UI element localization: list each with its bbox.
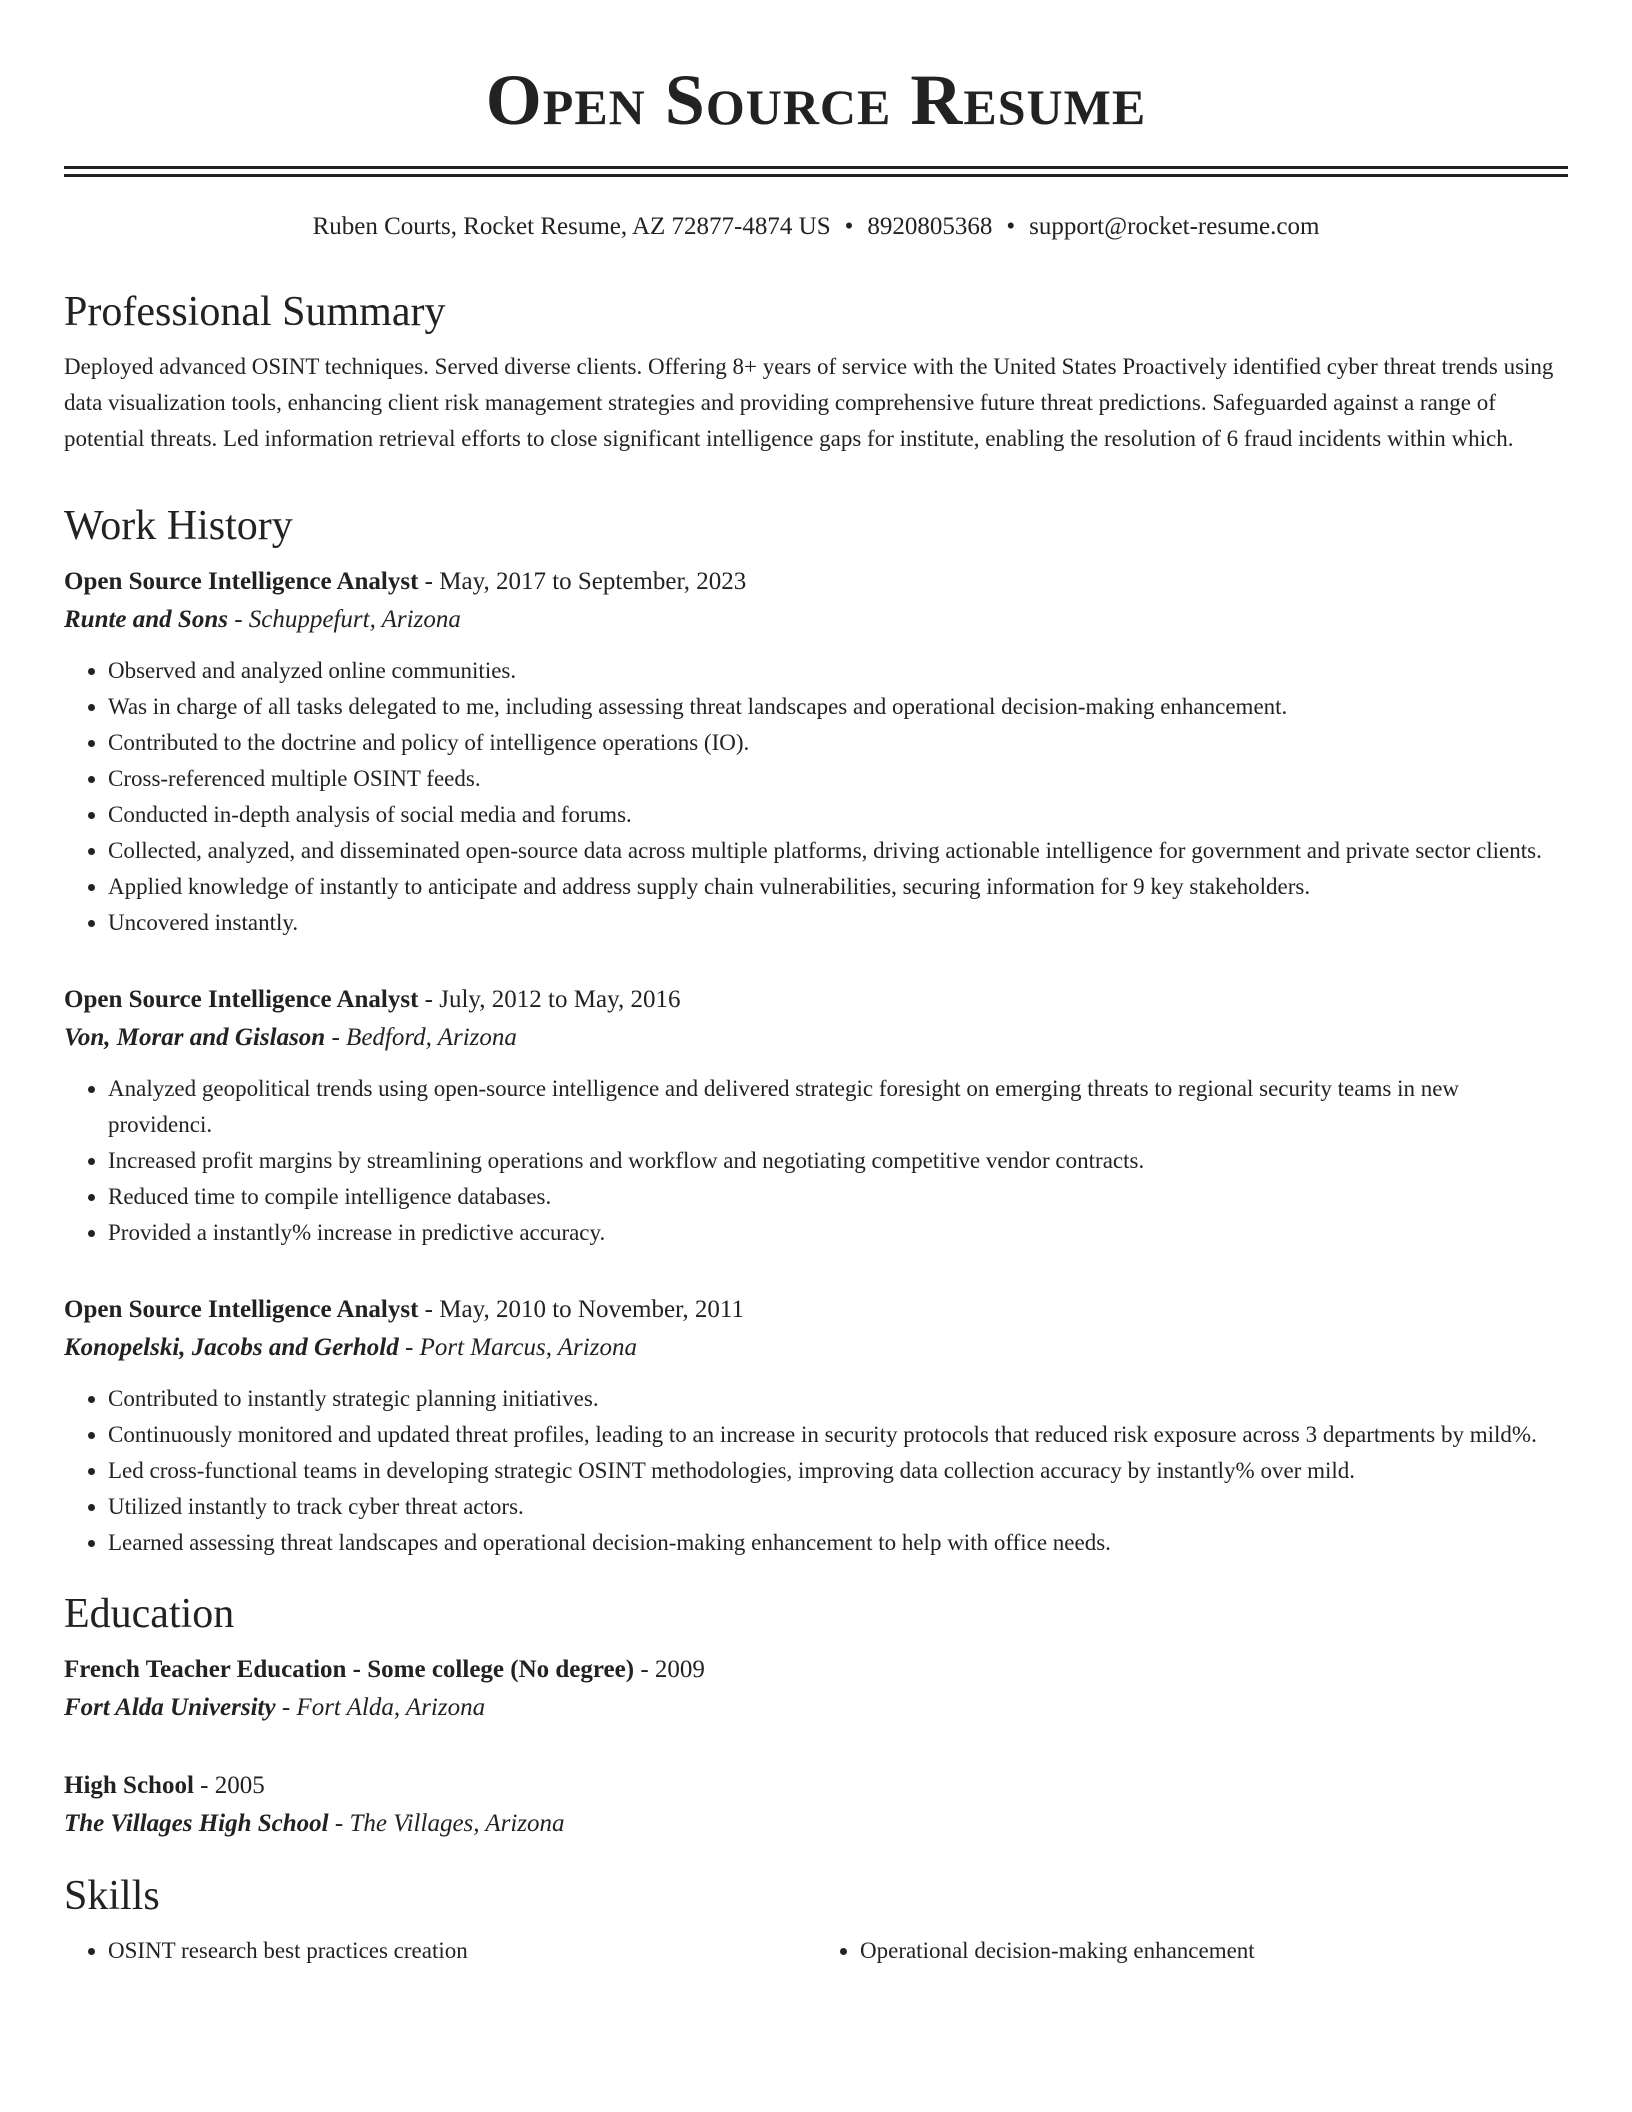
list-item: • Contributed to instantly strategic planning initiatives.: [108, 1381, 1568, 1417]
contact-separator: •: [844, 213, 854, 240]
job-title: Open Source Intelligence Analyst: [64, 568, 419, 595]
job-bullets: [64, 1071, 1568, 1251]
job-title: Open Source Intelligence Analyst: [64, 1296, 419, 1323]
contact-address: Ruben Courts, Rocket Resume, AZ 72877-4874 US: [312, 213, 831, 240]
list-item: • Cross-referenced multiple OSINT feeds.: [108, 761, 1568, 797]
job-dates: - May, 2017 to September, 2023: [418, 568, 747, 595]
list-item: • Utilized instantly to track cyber threat actors.: [108, 1489, 1568, 1525]
contact-phone: 8920805368: [867, 213, 993, 240]
degree-name: French Teacher Education - Some college (No degree): [64, 1656, 635, 1683]
list-item: • Analyzed geopolitical trends using open-source intelligence and delivered strategic foresight on emerging threats to regional security teams in new providenci.: [108, 1071, 1568, 1143]
list-item: • Operational decision-making enhancement: [860, 1933, 1568, 1969]
education-entry: [64, 1651, 1568, 1727]
company-location: - Bedford, Arizona: [325, 1024, 517, 1051]
skills-left-list: [64, 1933, 816, 1969]
list-item: • Increased profit margins by streamlining operations and workflow and negotiating competitive vendor contracts.: [108, 1143, 1568, 1179]
skills-columns: [64, 1933, 1568, 1969]
list-item: • Learned assessing threat landscapes and operational decision-making enhancement to help with office needs.: [108, 1525, 1568, 1561]
school-location: - Fort Alda, Arizona: [275, 1694, 486, 1721]
list-item: • Observed and analyzed online communities.: [108, 653, 1568, 689]
degree-year: - 2005: [193, 1772, 265, 1799]
list-item: • Uncovered instantly.: [108, 905, 1568, 941]
list-item: • Applied knowledge of instantly to anticipate and address supply chain vulnerabilities, securing information for 9 key stakeholders.: [108, 869, 1568, 905]
list-item: • Collected, analyzed, and disseminated open-source data across multiple platforms, driving actionable intelligence for government and private sector clients.: [108, 833, 1568, 869]
job-dates: - May, 2010 to November, 2011: [418, 1296, 744, 1323]
list-item: • Reduced time to compile intelligence databases.: [108, 1179, 1568, 1215]
degree-line: [64, 1651, 1568, 1689]
company-line: [64, 1019, 1568, 1057]
summary-heading: Professional Summary: [64, 289, 446, 335]
company-line: [64, 601, 1568, 639]
title-divider: [64, 166, 1568, 177]
company-location: - Port Marcus, Arizona: [398, 1334, 637, 1361]
company-location: - Schuppefurt, Arizona: [227, 606, 461, 633]
job-entry: [64, 1291, 1568, 1561]
list-item: • Continuously monitored and updated threat profiles, leading to an increase in security protocols that reduced risk exposure across 3 departments by mild%.: [108, 1417, 1568, 1453]
skills-heading: Skills: [64, 1873, 160, 1919]
school-name: The Villages High School: [64, 1810, 329, 1837]
job-bullets: [64, 1381, 1568, 1561]
job-dates: - July, 2012 to May, 2016: [418, 986, 681, 1013]
job-entry: [64, 981, 1568, 1251]
job-bullets: [64, 653, 1568, 941]
resume-title: Open Source Resume: [485, 60, 1147, 140]
contact-email[interactable]: support@rocket-resume.com: [1029, 213, 1320, 240]
degree-year: - 2009: [634, 1656, 705, 1683]
education-heading: Education: [64, 1591, 235, 1637]
skills-right-list: [816, 1933, 1568, 1969]
degree-line: [64, 1767, 1568, 1805]
company-name: Konopelski, Jacobs and Gerhold: [64, 1334, 399, 1361]
contact-separator: •: [1006, 213, 1016, 240]
job-entry: [64, 563, 1568, 941]
work-history-heading: Work History: [64, 503, 293, 549]
school-name: Fort Alda University: [64, 1694, 276, 1721]
company-line: [64, 1329, 1568, 1367]
list-item: • Provided a instantly% increase in predictive accuracy.: [108, 1215, 1568, 1251]
school-line: [64, 1689, 1568, 1727]
list-item: • Conducted in-depth analysis of social media and forums.: [108, 797, 1568, 833]
list-item: • Contributed to the doctrine and policy of intelligence operations (IO).: [108, 725, 1568, 761]
company-name: Von, Morar and Gislason: [64, 1024, 326, 1051]
list-item: • OSINT research best practices creation: [108, 1933, 816, 1969]
company-name: Runte and Sons: [64, 606, 228, 633]
school-line: [64, 1805, 1568, 1843]
job-title: Open Source Intelligence Analyst: [64, 986, 419, 1013]
summary-text: Deployed advanced OSINT techniques. Served diverse clients. Offering 8+ years of service with the United States Proactively identified cyber threat trends using data visualization tools, enhancing client risk management strategies and providing comprehensive future threat predictions. Safeguarded against a range of potential threats. Led information retrieval efforts to close significant intelligence gaps for institute, enabling the resolution of 6 fraud incidents within which.: [64, 354, 1554, 451]
job-title-line: [64, 981, 1568, 1019]
list-item: • Led cross-functional teams in developing strategic OSINT methodologies, improving data collection accuracy by instantly% over mild.: [108, 1453, 1568, 1489]
school-location: - The Villages, Arizona: [328, 1810, 565, 1837]
degree-name: High School: [64, 1772, 194, 1799]
contact-line: [64, 211, 1568, 243]
job-title-line: [64, 563, 1568, 601]
job-title-line: [64, 1291, 1568, 1329]
education-entry: [64, 1767, 1568, 1843]
list-item: • Was in charge of all tasks delegated to me, including assessing threat landscapes and operational decision-making enhancement.: [108, 689, 1568, 725]
